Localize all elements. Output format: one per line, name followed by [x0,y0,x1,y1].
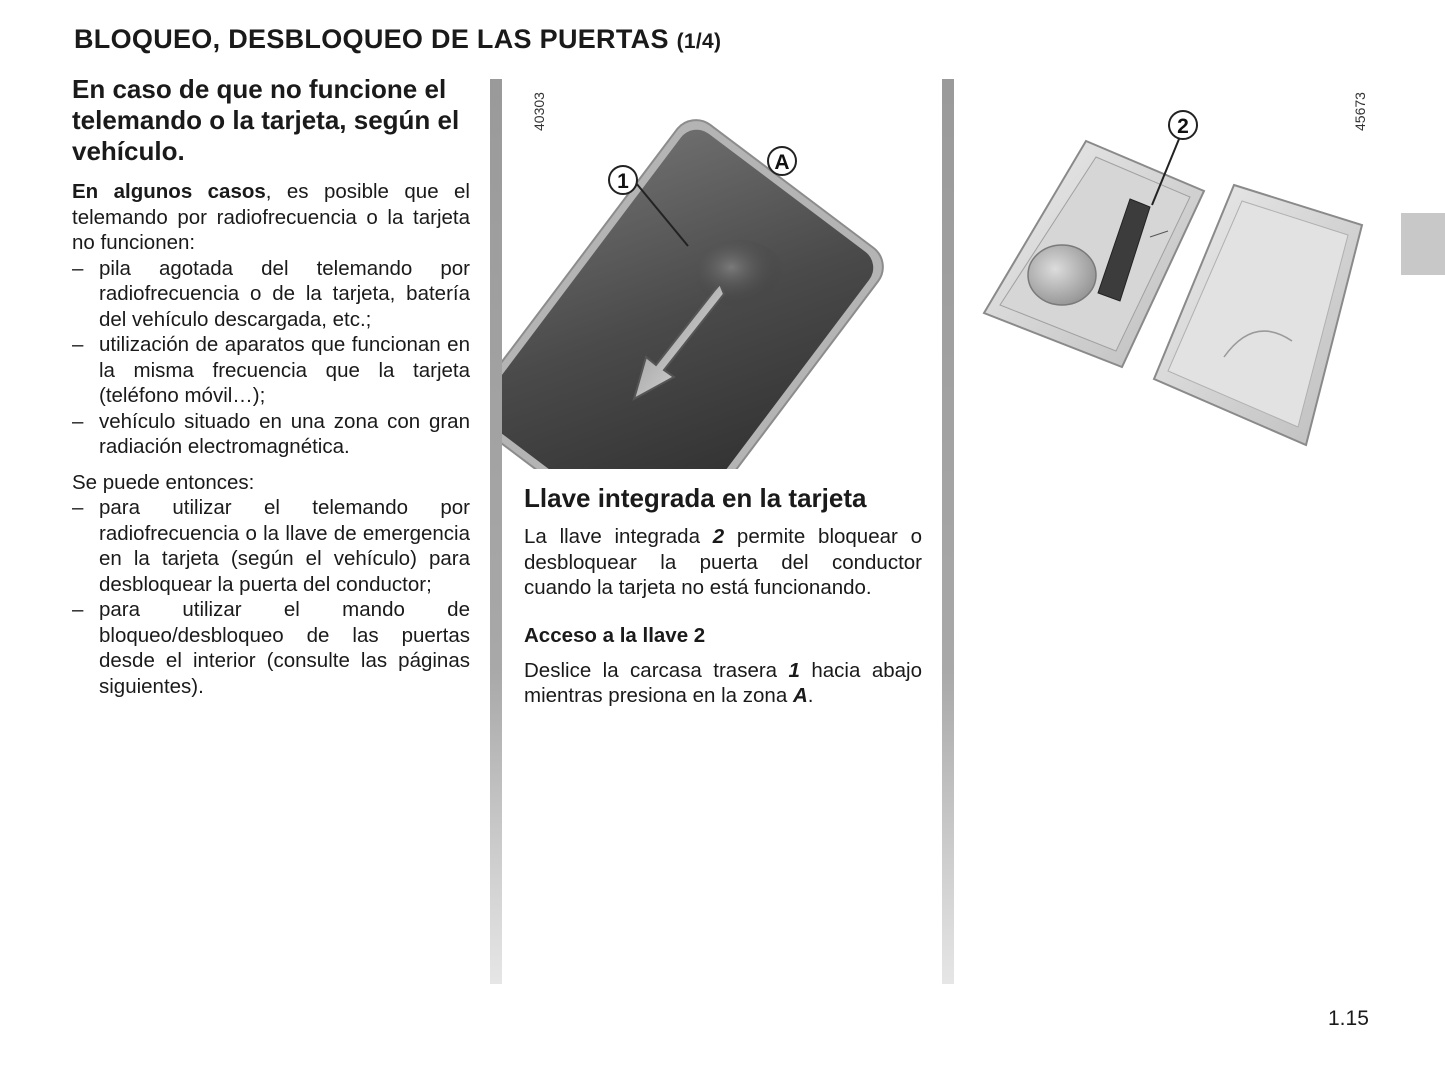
access-paragraph [524,658,922,709]
text-run: . [807,684,814,707]
section-heading: Llave integrada en la tarjeta [524,483,867,513]
callout-a: A [774,151,790,174]
text-run: permite bloquear o desbloquear la puerta del conductor cuando la tarjeta no está funcionando. [524,525,922,599]
intro-paragraph [72,179,470,256]
left-column [72,74,470,699]
column-divider [490,79,502,984]
middle-column [524,482,922,709]
list-item: – para utilizar el mando de bloqueo/desbloqueo de las puertas desde el interior (consulte las páginas siguientes). [72,597,470,699]
ref-1: 1 [788,658,800,682]
list-item: – vehículo situado en una zona con gran radiación electromagnética. [72,409,470,460]
card-shape [502,111,892,469]
card-open-illustration [954,79,1400,469]
then-paragraph: Se puede entonces: [72,470,255,494]
column-divider [942,79,954,984]
page-number: 1.15 [1328,1007,1369,1030]
actions-list [72,495,470,699]
page-title-text: BLOQUEO, DESBLOQUEO DE LAS PUERTAS [74,24,669,54]
list-item: – para utilizar el telemando por radiofrecuencia o la llave de emergencia en la tarjeta (según el vehículo) para desbloquear la puerta del conductor; [72,495,470,597]
ref-a: A [792,684,808,707]
ref-2: 2 [712,525,725,548]
callout-2: 2 [1177,115,1189,138]
list-item: – utilización de aparatos que funcionan en la misma frecuencia que la tarjeta (teléfono móvil…); [72,332,470,409]
page-counter: (1/4) [676,30,722,53]
list-item: – pila agotada del telemando por radiofrecuencia o de la tarjeta, batería del vehículo descargada, etc.; [72,256,470,333]
text-run: Deslice la carcasa trasera [524,658,789,682]
callout-1: 1 [617,170,629,193]
intro-rest: , es posible que el telemando por radiofrecuencia o la tarjeta no funcionen: [72,180,470,254]
section-heading: En caso de que no funcione el telemando o la tarjeta, según el vehículo. [72,74,460,166]
intro-lead: En algunos casos [72,180,266,203]
card-slide-illustration [502,79,940,469]
figure-card-slide [502,79,940,469]
text-run: La llave integrada [524,525,713,548]
figure-card-open [954,79,1400,469]
integrated-key-paragraph [524,524,922,601]
card-internals [984,141,1204,367]
figure-code: 40303 [531,92,547,131]
page-title [74,24,721,55]
sub-heading: Acceso a la llave 2 [524,623,706,647]
figure-code: 45673 [1352,92,1368,131]
text-run: hacia abajo mientras presiona en la zona [524,658,922,707]
chapter-tab [1401,213,1445,275]
battery [1028,245,1096,305]
causes-list [72,256,470,460]
